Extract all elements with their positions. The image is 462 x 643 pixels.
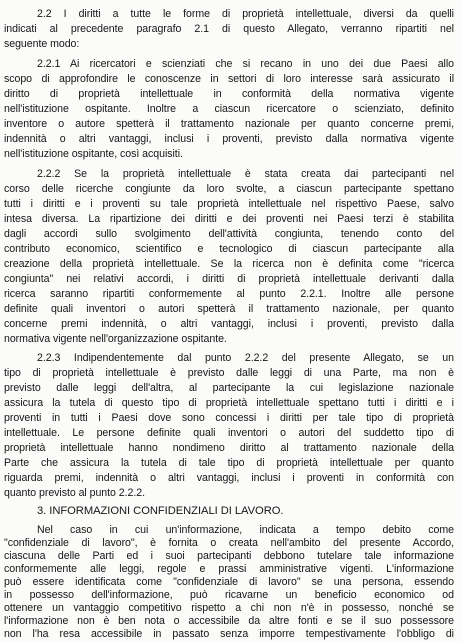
text-line: tipo di proprietà intellettuale è previsto dalle leggi di una Parte, ma non è <box>4 367 454 379</box>
text-line: definite quali inventori o autori spetterà il trattamento nazionale, per quanto <box>4 303 454 315</box>
text-line: 2.2.3 Indipendentemente dal punto 2.2.2 del presente Allegato, se un <box>37 352 454 364</box>
text-line: nell'istituzione ospitante, così acquisiti. <box>4 148 183 160</box>
text-line: corso delle ricerche congiunte da loro svolte, a ciascun partecipante spettano <box>4 183 454 195</box>
text-line: intesa diversa. La ripartizione dei diritti e dei proventi nei Paesi terzi è stabilita <box>4 213 454 225</box>
text-line: assicura la tutela di questo tipo di proprietà intellettuale spettano tutti i diritti e i <box>4 397 454 409</box>
text-line: dagli accordi sullo svolgimento dell'attività congiunta, tenendo conto del <box>4 228 454 240</box>
text-line: 2.2 I diritti a tutte le forme di proprietà intellettuale, diversi da quelli <box>37 8 454 20</box>
text-line: in possesso dell'informazione, può ricavarne un beneficio economico od <box>4 589 454 601</box>
text-line: quanto previsto al punto 2.2.2. <box>4 487 145 499</box>
text-line: 2.2.2 Se la proprietà intellettuale è stata creata dai partecipanti nel <box>37 168 454 180</box>
text-line: previsto dalle leggi dell'altra, al partecipante la cui legislazione nazionale <box>4 382 454 394</box>
text-line: normativa vigente nell'organizzazione ospitante. <box>4 333 227 345</box>
text-line: Nel caso in cui un'informazione, indicata a tempo debito come <box>37 524 454 536</box>
text-line: tutti i diritti e i proventi su tale proprietà intellettuale nel rispettivo Paese, salvo <box>4 198 454 210</box>
text-line: riguarda premi, indennità o altri vantaggi, inclusi i proventi in conformità con <box>4 472 454 484</box>
text-line: diritto di proprietà intellettuale in conformità della normativa vigente <box>4 88 454 100</box>
text-line: l'informazione non è ben nota o accessibile da altre fonti e se il suo possessore <box>4 615 454 627</box>
text-line: può essere identificata come "confidenziale di lavoro" se una persona, essendo <box>4 576 454 588</box>
text-line: seguente modo: <box>4 38 80 50</box>
section-heading: 3. INFORMAZIONI CONFIDENZIALI DI LAVORO. <box>37 505 284 517</box>
text-line: proventi in tutti i Paesi dove sono concessi i diritti per tale tipo di proprietà <box>4 412 454 424</box>
text-line: proprietà intellettuale hanno nondimeno diritto al trattamento nazionale della <box>4 442 454 454</box>
text-line: concerne premi indennità, o altri vantaggi, inclusi i proventi, previsto dalla <box>4 318 454 330</box>
text-line: non l'ha resa accessibile in passato senza imporre tempestivamente l'obbligo di <box>4 628 454 640</box>
text-line: intellettuale. Le persone definite quali inventori o autori del suddetto tipo di <box>4 427 454 439</box>
text-line: contributo economico, scientifico e tecnologico di ciascun partecipante alla <box>4 243 454 255</box>
text-line: ricerca saranno ripartiti conformemente al punto 2.2.1. Inoltre alle persone <box>4 288 454 300</box>
text-line: conformemente alle leggi, regole e prassi amministrative vigenti. L'informazione <box>4 563 454 575</box>
text-line: ciascuna delle Parti ed i suoi partecipanti debbono tutelare tale informazione <box>4 550 454 562</box>
text-line: nell'istituzione ospitante. Inoltre a ciascun ricercatore o scienziato, definito <box>4 103 454 115</box>
text-line: Parte che assicura la tutela di tale tipo di proprietà intellettuale per quanto <box>4 457 454 469</box>
text-line: "confidenziale di lavoro", è fornita o creata nell'ambito del presente Accordo, <box>4 537 454 549</box>
text-line: congiunta" nei relativi accordi, i diritti di proprietà intellettuale derivanti dalla <box>4 273 454 285</box>
text-line: indicati al precedente paragrafo 2.1 di questo Allegato, verranno ripartiti nel <box>4 23 454 35</box>
text-line: creazione della proprietà intellettuale. Se la ricerca non è definita come "ricerca <box>4 258 454 270</box>
text-line: 2.2.1 Ai ricercatori e scienziati che si recano in uno dei due Paesi allo <box>37 58 454 70</box>
text-line: indennità o altri vantaggi, inclusi i proventi, previsto dalla normativa vigente <box>4 133 454 145</box>
text-line: scopo di approfondire le conoscenze in settori di loro interesse sarà assicurato il <box>4 73 454 85</box>
text-line: inventore o autore spetterà il trattamento nazionale per quanto concerne premi, <box>4 118 454 130</box>
text-line: ottenere un vantaggio competitivo rispetto a chi non n'è in possesso, nonché se <box>4 602 454 614</box>
